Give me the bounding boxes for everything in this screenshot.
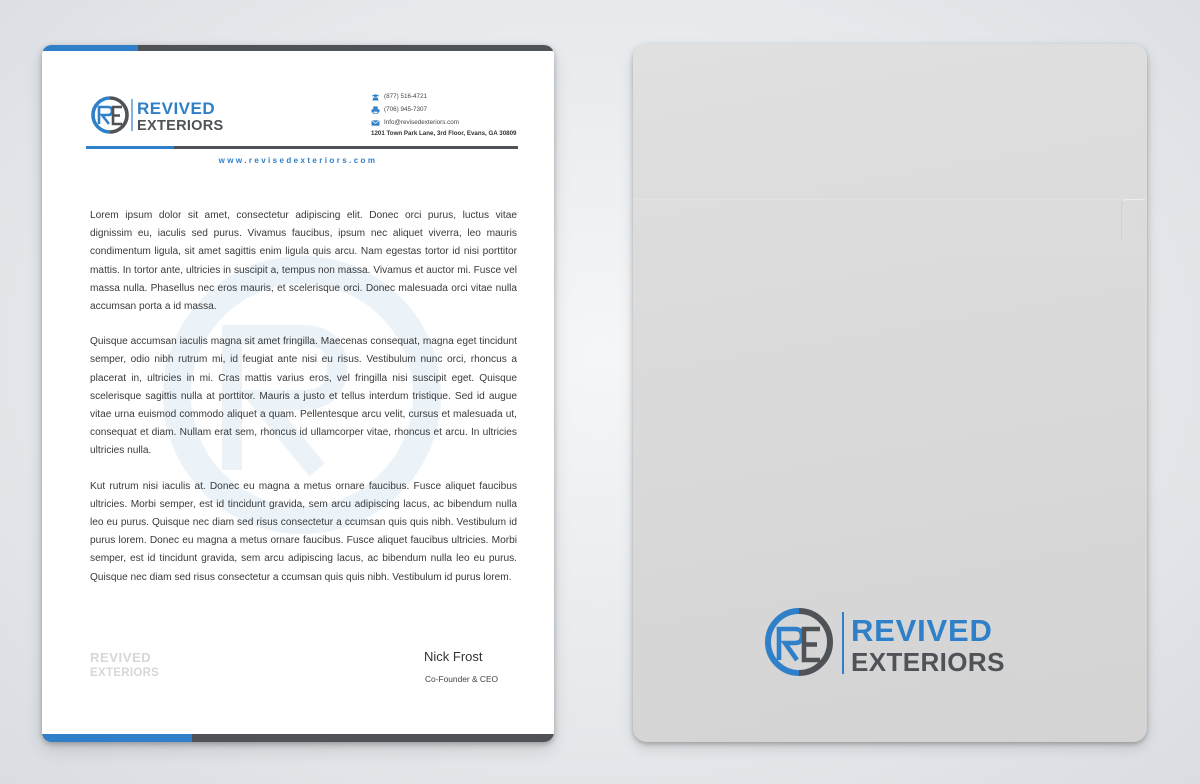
fax-row bbox=[371, 103, 531, 116]
footer-brand-logo bbox=[90, 650, 200, 678]
brand-line2: EXTERIORS bbox=[137, 118, 224, 134]
phone-row bbox=[371, 90, 531, 103]
letter-body bbox=[90, 207, 517, 604]
fax-icon bbox=[371, 106, 380, 114]
email-address[interactable]: Info@revisedexteriors.com bbox=[384, 119, 459, 126]
footer-brand-line1: REVIVED bbox=[90, 650, 152, 665]
street-address: 1201 Town Park Lane, 3rd Floor, Evans, GA 30809 bbox=[371, 130, 517, 137]
presentation-folder bbox=[633, 44, 1147, 742]
card-slit bbox=[1121, 199, 1145, 239]
body-paragraph-3: Kut rutrum nisi iaculis at. Donec eu magna a metus ornare faucibus. Fusce aliquet faucibus ultricies. Morbi semper, est id tincidunt gravida, sem arcu adipiscing lacus, ac bibendum nulla leo eu purus. Quisque nec diam sed risus consectetur a ccumsan quis quis nibh. Vestibulum id purus lorem. Donec eu magna a metus ornare faucibus. Fusce aliquet faucibus ultricies. Morbi semper, est id tincidunt gravida, sem arcu adipiscing lacus, ac bibendum nulla leo eu purus. Quisque nec diam sed risus consectetur a ccumsan quis quis nibh. Vestibulum id purus lorem. bbox=[90, 480, 517, 583]
body-paragraph-2: Quisque accumsan iaculis magna sit amet fringilla. Maecenas consequat, magna eget tincidunt semper, odio nibh rutrum mi, id feugiat ante nisi eu risus. Vestibulum nunc orci, rhoncus a placerat in, ultricies in mi. Cras mattis varius eros, vel fringilla nisi suscipit eget. Quisque scelerisque sagittis nulla at porttitor. Mauris a justo et tellus interdum tristique. Sed id augue vitae urna euismod commodo aliquet a quam. Pellentesque arcu velit, cursus et malesuada ut, consequat et diam. Nullam erat sem, rhoncus id ullamcorper vitae, rhoncus et arcu. In ultricies ultricies nulla. bbox=[90, 336, 517, 457]
signatory-title: Co-Founder & CEO bbox=[425, 674, 499, 684]
folder-brand-logo bbox=[763, 607, 1035, 679]
phone-icon bbox=[371, 93, 380, 101]
email-row bbox=[371, 116, 531, 129]
email-icon bbox=[371, 119, 380, 127]
brand-line1: REVIVED bbox=[137, 99, 216, 118]
top-accent-bar bbox=[42, 45, 554, 51]
fax-number: (706) 945-7307 bbox=[384, 106, 428, 113]
footer-brand-line2: EXTERIORS bbox=[90, 667, 160, 678]
header-divider bbox=[86, 146, 518, 149]
contact-block bbox=[371, 90, 531, 137]
phone-number[interactable]: (877) 516-4721 bbox=[384, 93, 428, 100]
body-paragraph-1: Lorem ipsum dolor sit amet, consectetur adipiscing elit. Donec orci purus, luctus vitae dignissim eu, iaculis sed purus. Vivamus faucibus, ipsum nec aliquet viverra, leo mauris condimentum ligula, sit amet sagittis enim ligula quis arcu. Nam egestas tortor id nisi porttitor mattis. In tortor ante, ultricies in suscipit a, tempus non massa. Vivamus et auctor mi. Fusce vel massa nulla. Phasellus nec eros mauris, et scelerisque orci. Donec malesuada orci vitae nulla accumsan porta a id massa. bbox=[90, 210, 517, 313]
website-url[interactable]: www.revisedexteriors.com bbox=[218, 156, 378, 165]
brand-logo bbox=[90, 95, 260, 135]
logo-mark-icon bbox=[93, 98, 127, 132]
folder-logo-mark-icon bbox=[768, 611, 830, 673]
folder-brand-line2: EXTERIORS bbox=[851, 647, 1005, 677]
signatory-name: Nick Frost bbox=[424, 649, 483, 664]
bottom-accent-bar bbox=[42, 734, 554, 742]
letterhead-sheet bbox=[42, 45, 554, 742]
folder-brand-line1: REVIVED bbox=[851, 613, 993, 648]
